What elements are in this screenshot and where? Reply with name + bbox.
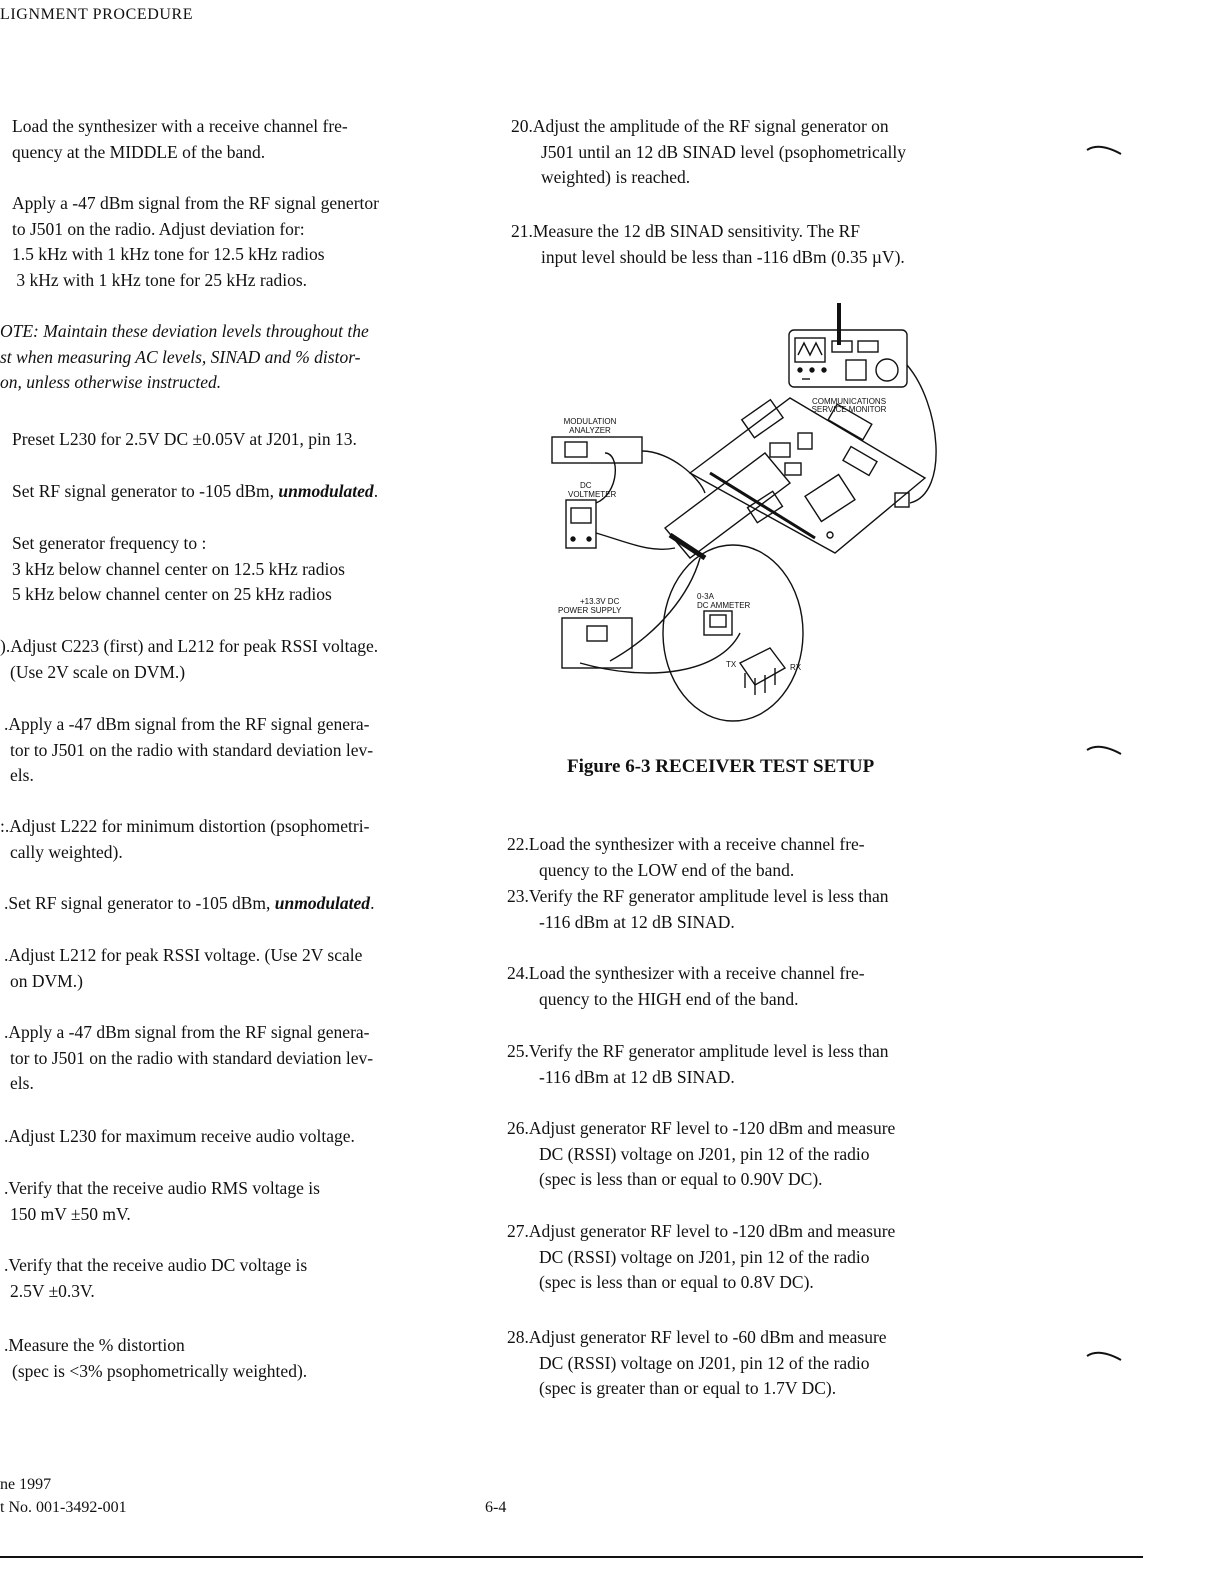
text-segment: . [373, 481, 379, 501]
dc-cable [596, 533, 675, 549]
text-line: ).Adjust C223 (first) and L212 for peak RSSI voltage. [0, 636, 379, 656]
step-adjust-l222 [0, 814, 369, 865]
text-line: 28.Adjust generator RF level to -60 dBm and measure [507, 1327, 887, 1347]
footer-rule [0, 1556, 1143, 1558]
mod-cable [642, 451, 705, 493]
text-line: .Verify that the receive audio RMS voltage is [4, 1178, 320, 1198]
tx-rx-switch [740, 648, 785, 695]
label-ps-1: +13.3V DC [580, 597, 620, 606]
step-adjust-l212 [4, 943, 362, 994]
text-line [4, 891, 374, 917]
scan-mark [1085, 1346, 1125, 1366]
text-line: to J501 on the radio. Adjust deviation for: [12, 218, 305, 239]
text-line: els. [10, 765, 34, 785]
ps-cable-2 [610, 558, 700, 661]
label-ps-2: POWER SUPPLY [558, 606, 622, 615]
text-line: 5 kHz below channel center on 25 kHz radios [12, 584, 332, 604]
text-line: input level should be less than -116 dBm (0.35 µV). [541, 246, 905, 267]
text-line: 3 kHz with 1 kHz tone for 25 kHz radios. [12, 269, 308, 290]
monitor-cable [907, 365, 936, 503]
step-preset-l230 [12, 427, 357, 453]
text-segment: .Set RF signal generator to -105 dBm, [4, 893, 275, 913]
text-line: tor to J501 on the radio with standard deviation lev- [10, 739, 374, 760]
label-tx: TX [726, 660, 737, 669]
scan-mark [1085, 740, 1125, 760]
text-line: Preset L230 for 2.5V DC ±0.05V at J201, pin 13. [12, 429, 357, 449]
dc-screen [571, 508, 591, 523]
step-21 [511, 219, 905, 270]
text-line: :.Adjust L222 for minimum distortion (psophometri- [0, 816, 370, 836]
text-line: 23.Verify the RF generator amplitude level is less than [507, 886, 889, 906]
text-line: 21.Measure the 12 dB SINAD sensitivity. The RF [511, 221, 861, 241]
emphasis-text: unmodulated [278, 481, 374, 501]
ps-screen [587, 626, 607, 641]
text-line: cally weighted). [10, 841, 123, 862]
radio-board [690, 398, 925, 553]
step-28 [507, 1325, 887, 1402]
text-line: .Verify that the receive audio DC voltage is [4, 1255, 308, 1275]
text-line: (spec is greater than or equal to 1.7V DC). [539, 1378, 837, 1398]
text-line: .Measure the % distortion [4, 1335, 185, 1355]
text-line: Load the synthesizer with a receive channel fre- [12, 116, 348, 136]
text-line: quency to the HIGH end of the band. [539, 988, 799, 1009]
text-line [12, 479, 378, 505]
text-line: DC (RSSI) voltage on J201, pin 12 of the radio [539, 1246, 870, 1267]
emphasis-text: unmodulated [274, 893, 371, 913]
text-line: quency at the MIDDLE of the band. [12, 141, 266, 162]
text-line: J501 until an 12 dB SINAD level (psophometrically [541, 141, 907, 162]
label-dc-1: DC [580, 481, 592, 490]
text-line: 24.Load the synthesizer with a receive channel fre- [507, 963, 865, 983]
ps-cable [580, 633, 740, 673]
receiver-test-setup-figure [540, 303, 960, 723]
footer-date: ne 1997 [0, 1476, 52, 1493]
text-line: on DVM.) [10, 970, 83, 991]
step-20 [511, 114, 906, 191]
step-24 [507, 961, 865, 1012]
note-deviation [0, 319, 369, 396]
text-line: st when measuring AC levels, SINAD and % distor- [0, 346, 361, 367]
step-apply-47dbm-standard [4, 712, 373, 789]
step-25 [507, 1039, 889, 1090]
scan-mark [1085, 140, 1125, 160]
text-line: 150 mV ±50 mV. [10, 1203, 131, 1224]
step-apply-47dbm [12, 191, 379, 293]
text-line: quency to the LOW end of the band. [539, 859, 795, 880]
label-comm-1: COMMUNICATIONS [811, 397, 887, 406]
dc-voltmeter [566, 500, 596, 548]
text-line: (Use 2V scale on DVM.) [10, 661, 186, 682]
label-dc-2: VOLTMETER [568, 490, 617, 499]
text-line: 3 kHz below channel center on 12.5 kHz radios [12, 558, 345, 579]
label-comm-2: SERVICE MONITOR [811, 405, 887, 414]
label-mod-2: ANALYZER [569, 426, 611, 435]
page-header: LIGNMENT PROCEDURE [0, 6, 194, 23]
step-23 [507, 884, 889, 935]
step-set-rf-unmodulated [12, 479, 378, 505]
text-line: (spec is less than or equal to 0.90V DC). [539, 1169, 823, 1189]
text-line: tor to J501 on the radio with standard deviation lev- [10, 1047, 374, 1068]
text-line: Apply a -47 dBm signal from the RF signal genertor [12, 193, 379, 213]
text-line: Set generator frequency to : [12, 533, 207, 553]
step-adjust-c223 [0, 634, 378, 685]
text-line: 2.5V ±0.3V. [10, 1280, 95, 1301]
step-set-generator-frequency [12, 531, 345, 608]
page-number: 6-4 [485, 1499, 507, 1516]
label-mod-1: MODULATION [563, 417, 617, 426]
text-line: DC (RSSI) voltage on J201, pin 12 of the radio [539, 1143, 870, 1164]
am-screen [710, 615, 726, 627]
label-rx: RX [790, 663, 802, 672]
mod-screen [565, 442, 587, 457]
text-line: 26.Adjust generator RF level to -120 dBm and measure [507, 1118, 896, 1138]
label-am-2: DC AMMETER [697, 601, 751, 610]
text-line: 1.5 kHz with 1 kHz tone for 12.5 kHz radios [12, 244, 325, 264]
footer-part-number: t No. 001-3492-001 [0, 1499, 127, 1516]
step-22 [507, 832, 865, 883]
text-line: on, unless otherwise instructed. [0, 372, 222, 392]
dc-terminal [571, 537, 575, 541]
text-line: 27.Adjust generator RF level to -120 dBm and measure [507, 1221, 896, 1241]
figure-caption: Figure 6-3 RECEIVER TEST SETUP [567, 756, 875, 777]
dc-terminal [587, 537, 591, 541]
text-line: -116 dBm at 12 dB SINAD. [539, 911, 735, 932]
text-line: 20.Adjust the amplitude of the RF signal generator on [511, 116, 889, 136]
text-line: .Adjust L212 for peak RSSI voltage. (Use 2V scale [4, 945, 363, 965]
text-line: .Adjust L230 for maximum receive audio voltage. [4, 1126, 355, 1146]
text-line: .Apply a -47 dBm signal from the RF signal genera- [4, 714, 370, 734]
text-line: .Apply a -47 dBm signal from the RF signal genera- [4, 1022, 370, 1042]
step-26 [507, 1116, 895, 1193]
text-line: -116 dBm at 12 dB SINAD. [539, 1066, 735, 1087]
step-verify-dc [4, 1253, 307, 1304]
cable-loop [663, 545, 803, 721]
text-line: 25.Verify the RF generator amplitude level is less than [507, 1041, 889, 1061]
text-line: (spec is <3% psophometrically weighted). [12, 1360, 308, 1381]
step-load-middle [12, 114, 348, 165]
step-apply-47dbm-standard-2 [4, 1020, 373, 1097]
step-adjust-l230-max [4, 1124, 355, 1150]
text-line: OTE: Maintain these deviation levels throughout the [0, 321, 369, 341]
text-line: (spec is less than or equal to 0.8V DC). [539, 1272, 814, 1292]
step-27 [507, 1219, 895, 1296]
label-am-1: 0-3A [697, 592, 714, 601]
text-line: weighted) is reached. [541, 167, 691, 187]
step-measure-distortion [4, 1333, 307, 1384]
step-set-rf-unmodulated-2 [4, 891, 374, 917]
text-segment: Set RF signal generator to -105 dBm, [12, 481, 279, 501]
service-monitor [789, 330, 907, 387]
step-verify-rms [4, 1176, 320, 1227]
text-segment: . [370, 893, 375, 913]
text-line: els. [10, 1073, 34, 1093]
text-line: DC (RSSI) voltage on J201, pin 12 of the radio [539, 1352, 870, 1373]
text-line: 22.Load the synthesizer with a receive channel fre- [507, 834, 865, 854]
